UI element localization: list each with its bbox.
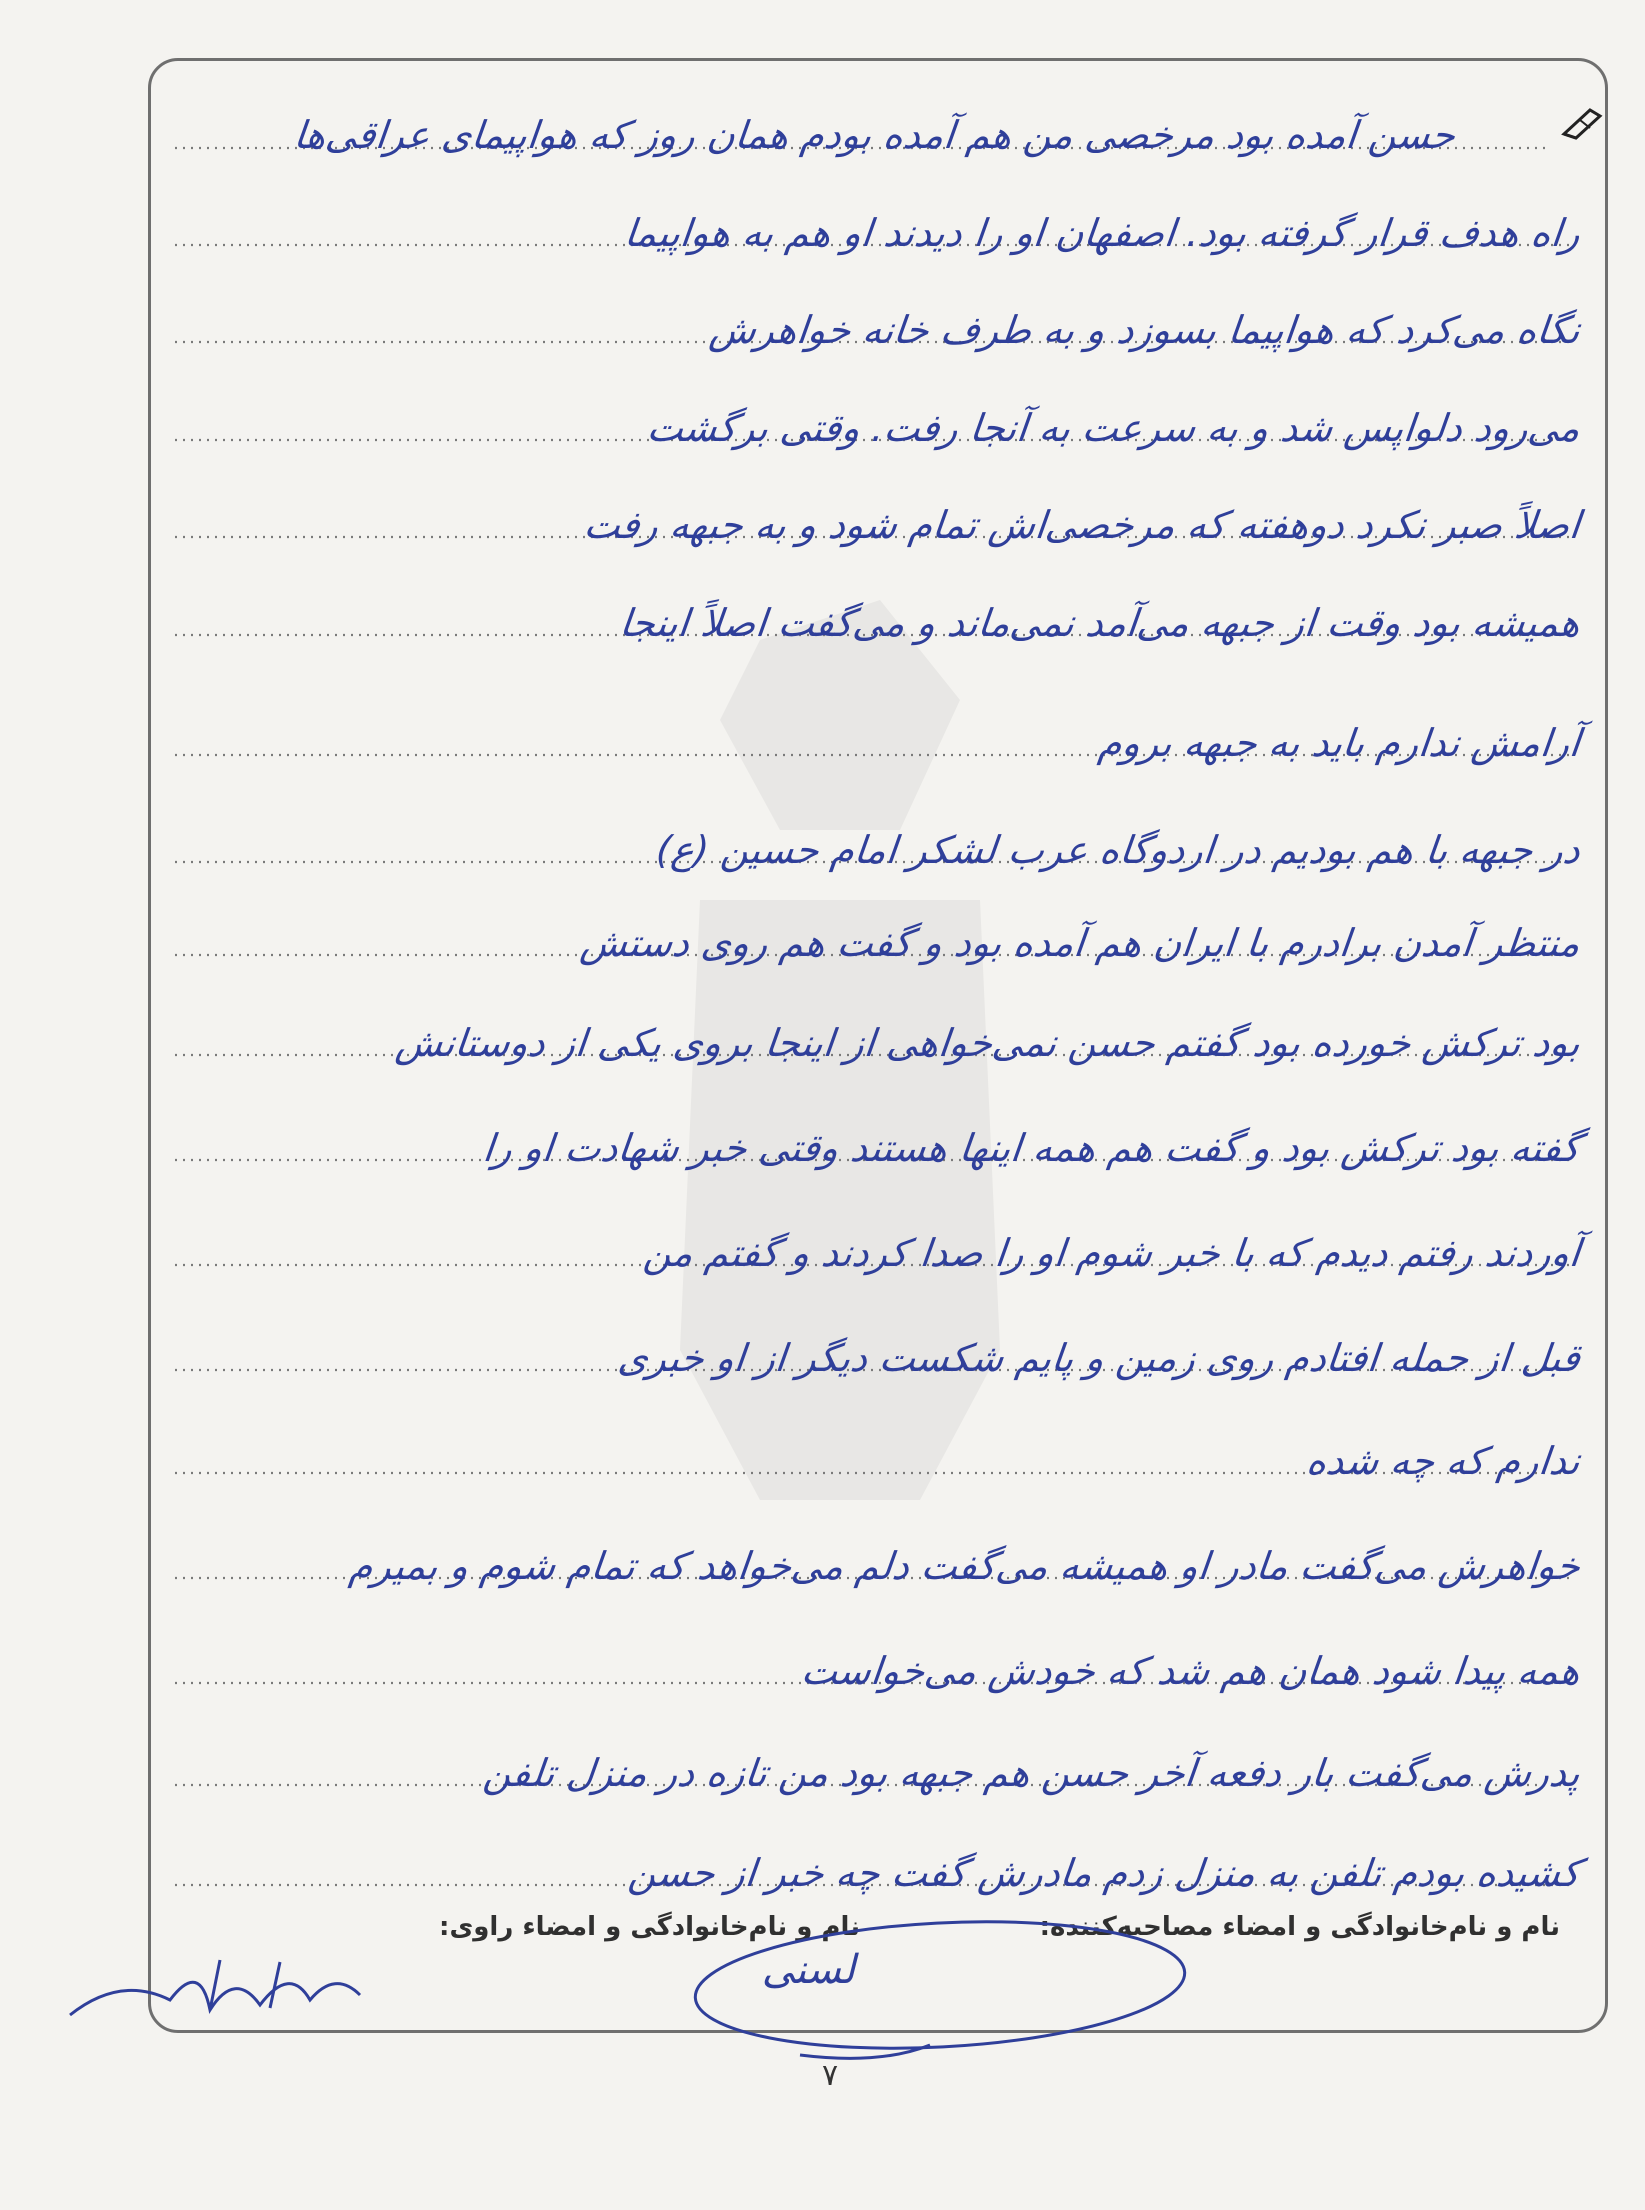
handwritten-line-3: نگاه می‌کرد که هواپیما بسوزد و به طرف خانه خواهرش [707, 308, 1583, 352]
handwritten-line-7: آرامش ندارم باید به جبهه بروم [1096, 721, 1583, 765]
handwritten-line-8: در جبهه با هم بودیم در اردوگاه عرب لشکر امام حسین (ع) [654, 828, 1583, 872]
handwritten-line-4: می‌رود دلواپس شد و به سرعت به آنجا رفت. وقتی برگشت [645, 406, 1583, 450]
handwritten-line-18: کشیده بودم تلفن به منزل زدم مادرش گفت چه خبر از حسن [626, 1851, 1583, 1895]
narrator-label: نام و نام‌خانوادگی و امضاء راوی: [439, 1912, 860, 1942]
handwritten-line-11: گفته بود ترکش بود و گفت هم همه اینها هستند وقتی خبر شهادت او را [480, 1126, 1583, 1170]
handwritten-line-12: آوردند رفتم دیدم که با خبر شوم او را صدا کردند و گفتم من [641, 1231, 1583, 1275]
interviewer-signature [680, 1905, 1240, 2085]
handwritten-line-14: ندارم که چه شده [1304, 1439, 1583, 1483]
quill-pen-icon [1560, 102, 1604, 142]
handwritten-line-2: راه هدف قرار گرفته بود. اصفهان او را دیدند او هم به هواپیما [622, 211, 1583, 255]
handwritten-line-10: بود ترکش خورده بود گفتم حسن نمی‌خواهی از اینجا بروی یکی از دوستانش [393, 1021, 1583, 1065]
handwritten-line-17: پدرش می‌گفت بار دفعه آخر حسن هم جبهه بود من تازه در منزل تلفن [481, 1751, 1583, 1795]
page-number: ۷ [821, 2058, 839, 2093]
handwritten-line-15: خواهرش می‌گفت مادر او همیشه می‌گفت دلم می‌خواهد که تمام شوم و بمیرم [347, 1544, 1583, 1588]
handwritten-line-13: قبل از حمله افتادم روی زمین و پایم شکست دیگر از او خبری [615, 1336, 1583, 1380]
narrator-signature [60, 1940, 390, 2030]
handwritten-line-16: همه پیدا شود همان هم شد که خودش می‌خواست [799, 1649, 1583, 1693]
interviewer-label: نام و نام‌خانوادگی و امضاء مصاحبه‌کننده: [1039, 1912, 1560, 1942]
handwritten-line-5: اصلاً صبر نکرد دوهفته که مرخصی‌اش تمام شود و به جبهه رفت [581, 503, 1583, 547]
handwritten-line-1: حسن آمده بود مرخصی من هم آمده بودم همان روز که هواپیمای عراقی‌ها [291, 113, 1458, 157]
handwritten-line-9: منتظر آمدن برادرم با ایران هم آمده بود و گفت هم روی دستش [578, 921, 1583, 965]
interviewer-signature-text: لسنی [761, 1947, 855, 1993]
handwritten-line-6: همیشه بود وقت از جبهه می‌آمد نمی‌ماند و می‌گفت اصلاً اینجا [617, 601, 1583, 645]
